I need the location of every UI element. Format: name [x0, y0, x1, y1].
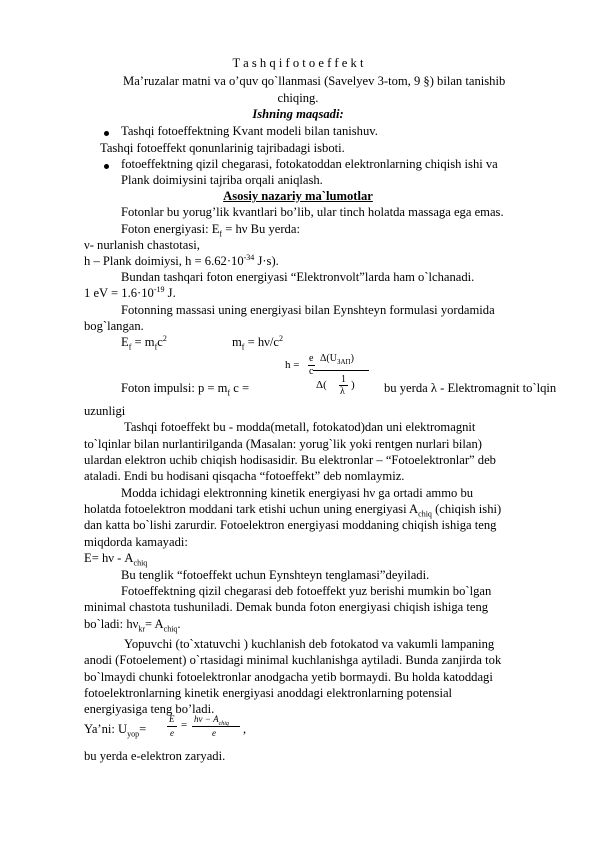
aim-item-2: Tashqi fotoeffekt qonunlarinig tajribadagi isboti.: [100, 141, 345, 155]
text: Foton energiyasi: E: [121, 222, 220, 236]
bullet-icon: [104, 131, 109, 136]
superscript: -34: [243, 252, 255, 262]
paragraph-line: Modda ichidagi elektronning kinetik energiyasi hν ga ortadi ammo bu: [121, 486, 474, 500]
paragraph-line: Bundan tashqari foton energiyasi “Elektronvolt”larda ham o`lchanadi.: [121, 270, 475, 284]
text: h – Plank doimiysi, h = 6.62·10: [84, 254, 244, 268]
paragraph-line: uzunligi: [84, 404, 126, 418]
text: 1 eV = 1.6·10: [84, 286, 154, 300]
fraction-bar: [308, 365, 315, 366]
superscript: 2: [162, 333, 167, 343]
paragraph-line: Fotoeffektning qizil chegarasi deb fotoeffekt yuz berishi mumkin bo`lgan: [121, 584, 492, 598]
fraction-bar: [313, 370, 369, 371]
text: holatda fotoelektron moddani tark etishi uchun uning energiyasi A: [84, 502, 419, 516]
fraction-denominator: e: [212, 728, 216, 738]
impulse-line: [121, 381, 249, 396]
u-yop: [84, 722, 146, 737]
text: = hν/c: [244, 335, 279, 349]
aim-item-3a: fotoeffektning qizil chegarasi, fotokatoddan elektronlarning chiqish ishi va: [121, 157, 498, 171]
title-text: T a s h q i f o t o e f f e k t: [232, 56, 364, 70]
text: c =: [230, 381, 250, 395]
text: (chiqish ishi): [431, 502, 502, 516]
subscript: kr: [138, 624, 145, 634]
fraction-denominator: e: [170, 728, 174, 738]
text: =: [139, 722, 147, 736]
subscript: f: [241, 342, 245, 352]
fraction-bar: [192, 726, 240, 727]
einstein-photoeffect-equation: [84, 551, 147, 566]
paragraph-line: [84, 502, 501, 517]
superscript: 2: [278, 333, 283, 343]
text: = hν Bu yerda:: [222, 222, 300, 236]
subscript: f: [227, 388, 231, 398]
subscript: f: [128, 342, 132, 352]
text: = A: [144, 617, 164, 631]
paragraph-line: Tashqi fotoeffekt bu - modda(metall, fotokatod)dan uni elektromagnit: [124, 420, 476, 434]
numerator-delta-u: [320, 353, 354, 364]
paragraph-line: Yopuvchi (to`xtatuvchi ) kuchlanish deb fotokatod va vakumli lampaning: [124, 637, 495, 651]
equals: =: [181, 719, 188, 731]
paragraph-line: bu yerda e-elektron zaryadi.: [84, 749, 226, 763]
delta-open: Δ(: [316, 379, 327, 391]
paragraph-line: bo`lmaydi chunki fotoelektronlar anodgacha yetib bormaydi. Bu holda katoddagi: [84, 670, 493, 684]
text: J.: [164, 286, 176, 300]
paragraph-line: to`lqinlar bilan nurlantirilganda (Masalan: yorug`lik yoki rentgen nurlari bilan): [84, 437, 482, 451]
mass-equation: [232, 335, 283, 350]
fraction-numerator: e: [309, 353, 314, 364]
paragraph-line: Fotonning massasi uning energiyasi bilan Eynshteyn formulasi yordamida: [121, 303, 495, 317]
paragraph-line: minimal chastota tushuniladi. Demak bunda foton energiyasi chiqish ishiga teng: [84, 600, 489, 614]
subscript: ЗАП: [336, 358, 351, 366]
aim-item-3b: Plank doimiysini tajriba orqali aniqlash.: [121, 173, 323, 187]
text: ): [350, 353, 354, 364]
text: Ya’ni: U: [84, 722, 128, 736]
aim-heading: Ishning maqsadi:: [252, 107, 344, 121]
subscript: yop: [127, 729, 140, 739]
text: E: [121, 335, 129, 349]
one: 1: [341, 374, 346, 385]
ev-line: [84, 286, 176, 301]
text: = m: [131, 335, 155, 349]
einstein-equation: [121, 335, 167, 350]
theory-heading: [0, 189, 596, 204]
text: .: [177, 617, 181, 631]
subscript: f: [219, 229, 223, 239]
h-lhs: h =: [285, 359, 300, 371]
red-limit-equation: [84, 617, 181, 632]
text: J·s).: [254, 254, 279, 268]
delta-close: ): [351, 379, 355, 391]
planck-line: [84, 254, 279, 269]
text: E= hν - A: [84, 551, 134, 565]
paragraph-line: fotoelektronlarning kinetik energiyasi anoddagi elektronlarning potensial: [84, 686, 453, 700]
photon-energy-line: [121, 222, 300, 237]
intro-line-1: Ma’ruzalar matni va o’quv qo`llanmasi (Savelyev 3-tom, 9 §) bilan tanishib: [123, 74, 506, 88]
lambda: λ: [340, 386, 345, 397]
text: hν − A: [194, 714, 219, 724]
document-title: [0, 56, 596, 71]
text: Foton impulsi: p = m: [121, 381, 228, 395]
impulse-tail: bu yerda λ - Elektromagnit to`lqin: [384, 381, 557, 395]
text: Δ(U: [320, 353, 337, 364]
subscript: f: [154, 342, 158, 352]
bullet-icon: [104, 164, 109, 169]
text: bo`ladi: hν: [84, 617, 139, 631]
subscript: chiq: [418, 509, 432, 519]
fraction-bar: [167, 726, 177, 727]
subscript: chiq: [218, 720, 229, 727]
paragraph-line: ulardan elektron uchib chiqish hodisasidir. Bu elektronlar – “Fotoelektronlar” deb: [84, 453, 496, 467]
paragraph-line: ν- nurlanish chastotasi,: [84, 238, 200, 252]
fraction-denominator: c: [309, 366, 314, 377]
intro-line-2: chiqing.: [277, 91, 319, 105]
paragraph-line: energiyasiga teng bo’ladi.: [84, 702, 215, 716]
fraction-numerator: E: [169, 714, 175, 724]
superscript: -19: [153, 284, 165, 294]
paragraph-line: dan katta bo`lishi zarurdir. Fotoelektron energiyasi moddaning chiqish ishiga teng: [84, 518, 497, 532]
paragraph-line: miqdorda kamayadi:: [84, 535, 188, 549]
subscript: chiq: [133, 558, 148, 568]
text: m: [232, 335, 242, 349]
comma: ,: [243, 722, 247, 736]
paragraph-line: Bu tenglik “fotoeffekt uchun Eynshteyn tenglamasi”deyiladi.: [121, 568, 430, 582]
fraction-numerator: [194, 714, 229, 725]
paragraph-line: ataladi. Endi bu hodisani qisqacha “fotoeffekt” deb nomlaymiz.: [84, 469, 405, 483]
paragraph-line: bog`langan.: [84, 319, 144, 333]
paragraph-line: anodi (Fotoelement) o`rtasidagi minimal kuchlanishga aytiladi. Bunda zanjirda tok: [84, 653, 502, 667]
paragraph-line: Fotonlar bu yorug’lik kvantlari bo’lib, ular tinch holatda massaga ega emas.: [121, 205, 504, 219]
subscript: chiq: [163, 624, 178, 634]
aim-item-1: Tashqi fotoeffektning Kvant modeli bilan tanishuv.: [121, 124, 378, 138]
theory-heading-text: Asosiy nazariy ma`lumotlar: [223, 189, 373, 203]
text: c: [157, 335, 163, 349]
